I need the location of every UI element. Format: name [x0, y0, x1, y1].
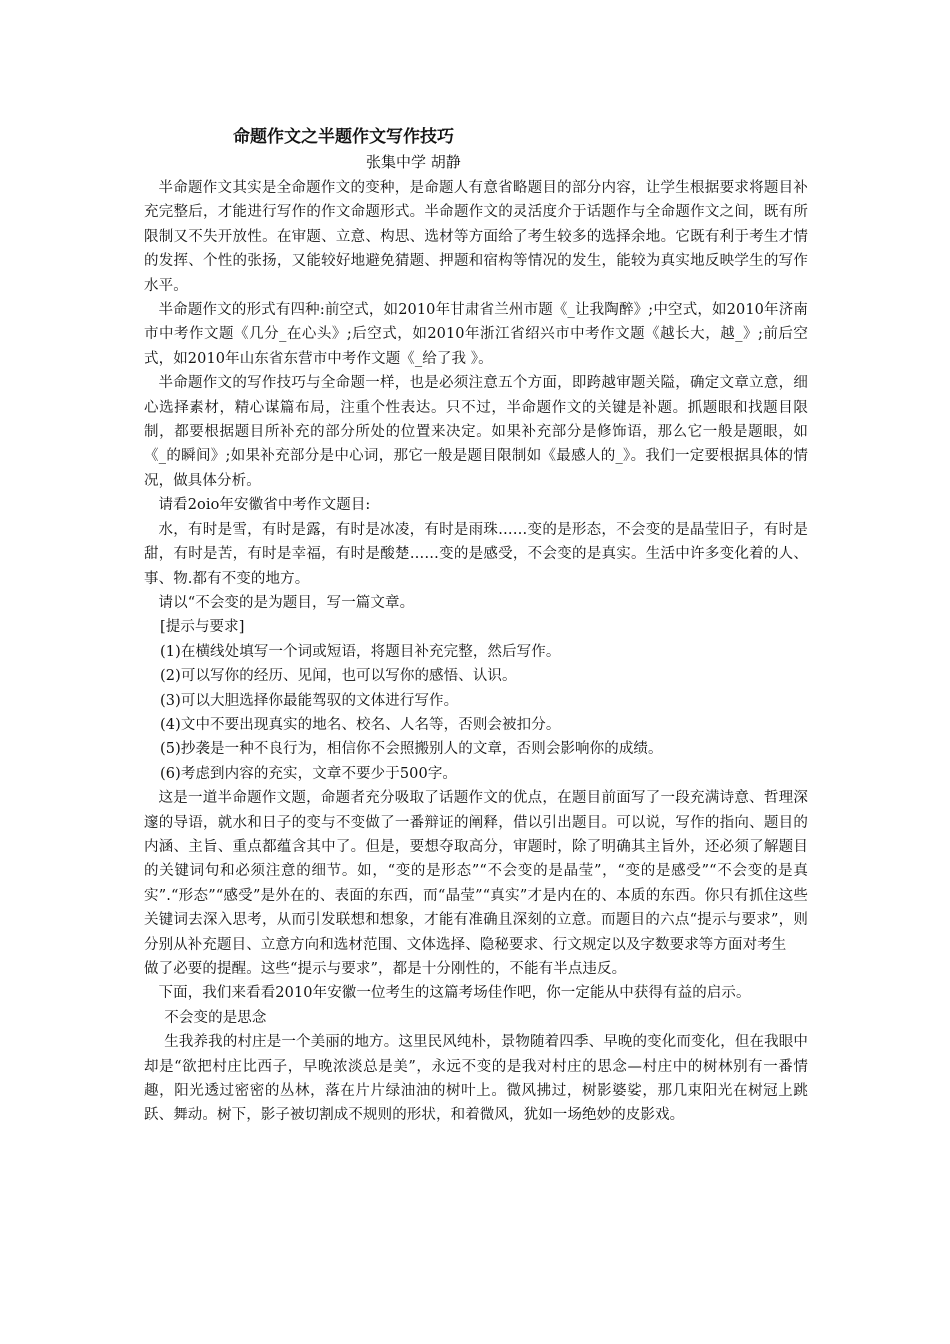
essay-paragraph: 生我养我的村庄是一个美丽的地方。这里民风纯朴，景物随着四季、早晚的变化而变化，但在我眼中却是“欲把村庄比西子，早晚浓淡总是美”，永远不变的是我对村庄的思念—村庄中的树林别有一番情趣，阳光透过密密的丛林，落在片片绿油油的树叶上。微风拂过，树影婆娑，那几束阳光在树冠上跳跃、舞动。树下，影子被切割成不规则的形状，和着微风，犹如一场绝妙的皮影戏。	[144, 1034, 808, 1124]
paragraph-techniques: 半命题作文的写作技巧与全命题一样，也是必须注意五个方面，即跨越审题关隘，确定文章立意，细心选择素材，精心谋篇布局，注重个性表达。只不过，半命题作文的关键是补题。抓题眼和找题目限制，都要根据题目所补充的部分所处的位置来决定。如果补充部分是修饰语，那么它一般是题眼，如《_的瞬间》;如果补充部分是中心词，那它一般是题目限制如《最感人的_》。我们一定要根据具体的情况，做具体分析。	[144, 375, 808, 489]
requirement-item: (6)考虑到内容的充实，文章不要少于500字。	[160, 765, 458, 782]
paragraph-exam-text: 水，有时是雪，有时是露，有时是冰凌，有时是雨珠……变的是形态，不会变的是晶莹旧子，有时是甜，有时是苦，有时是幸福，有时是酸楚……变的是感受，不会变的是真实。生活中许多变化着的人、事、物.都有不变的地方。	[144, 521, 808, 587]
requirement-item: (5)抄袭是一种不良行为，相信你不会照搬别人的文章，否则会影响你的成绩。	[160, 741, 663, 758]
paragraph-exam-prompt: 请看2oio年安徽省中考作文题目:	[158, 497, 371, 514]
document-author: 张集中学 胡静	[366, 153, 461, 171]
requirement-item: (3)可以大胆选择你最能驾驭的文体进行写作。	[160, 692, 459, 709]
paragraph-exam-instruction: 请以“不会变的是为题目，写一篇文章。	[158, 594, 415, 611]
paragraph-analysis-tail: 做了必要的提醒。这些“提示与要求”，都是十分刚性的，不能有半点违反。	[144, 961, 627, 977]
requirement-item: (1)在横线处填写一个词或短语，将题目补充完整，然后写作。	[160, 643, 561, 660]
document-title: 命题作文之半题作文写作技巧	[233, 127, 454, 147]
document-body	[144, 176, 808, 1128]
requirement-item: (2)可以写你的经历、见闻，也可以写你的感悟、认识。	[160, 668, 517, 685]
requirement-item: (4)文中不要出现真实的地名、校名、人名等，否则会被扣分。	[160, 716, 561, 733]
paragraph-forms: 半命题作文的形式有四种:前空式，如2010年甘肃省兰州市题《_让我陶醉》;中空式，如2010年济南市中考作文题《几分_在心头》;后空式，如2010年浙江省绍兴市中考作文题《越长大，越_》;前后空式，如2010年山东省东营市中考作文题《_给了我 》。	[144, 302, 808, 367]
requirements-heading: [提示与要求]	[160, 619, 245, 636]
paragraph-analysis: 这是一道半命题作文题，命题者充分吸取了话题作文的优点，在题目前面写了一段充满诗意、哲理深邃的导语，就水和日子的变与不变做了一番辩证的阐释，借以引出题目。可以说，写作的指向、题目的内涵、主旨、重点都蕴含其中了。但是，要想夺取高分，审题时，除了明确其主旨外，还必须了解题目的关键词句和必须注意的细节。如，“变的是形态”“不会变的是晶莹”，“变的是感受”“不会变的是真实”.“形态”“感受”是外在的、表面的东西，而“晶莹”“真实”才是内在的、本质的东西。你只有抓住这些关键词去深入思考，从而引发联想和想象，才能有准确且深刻的立意。而题目的六点“提示与要求”，则分别从补充题目、立意方向和选材范围、文体选择、隐秘要求、行文规定以及字数要求等方面对考生	[144, 790, 808, 953]
essay-title: 不会变的是思念	[164, 1009, 267, 1026]
paragraph-intro: 半命题作文其实是全命题作文的变种，是命题人有意省略题目的部分内容，让学生根据要求将题目补充完整后，才能进行写作的作文命题形式。半命题作文的灵活度介于话题作与全命题作文之间，既有所限制又不失开放性。在审题、立意、构思、选材等方面给了考生较多的选择余地。它既有利于考生才情的发挥、个性的张扬，又能较好地避免猜题、押题和宿构等情况的发生，能较为真实地反映学生的写作水平。	[144, 180, 808, 294]
paragraph-essay-intro: 下面，我们来看看2010年安徽一位考生的这篇考场佳作吧，你一定能从中获得有益的启示。	[158, 985, 751, 1002]
